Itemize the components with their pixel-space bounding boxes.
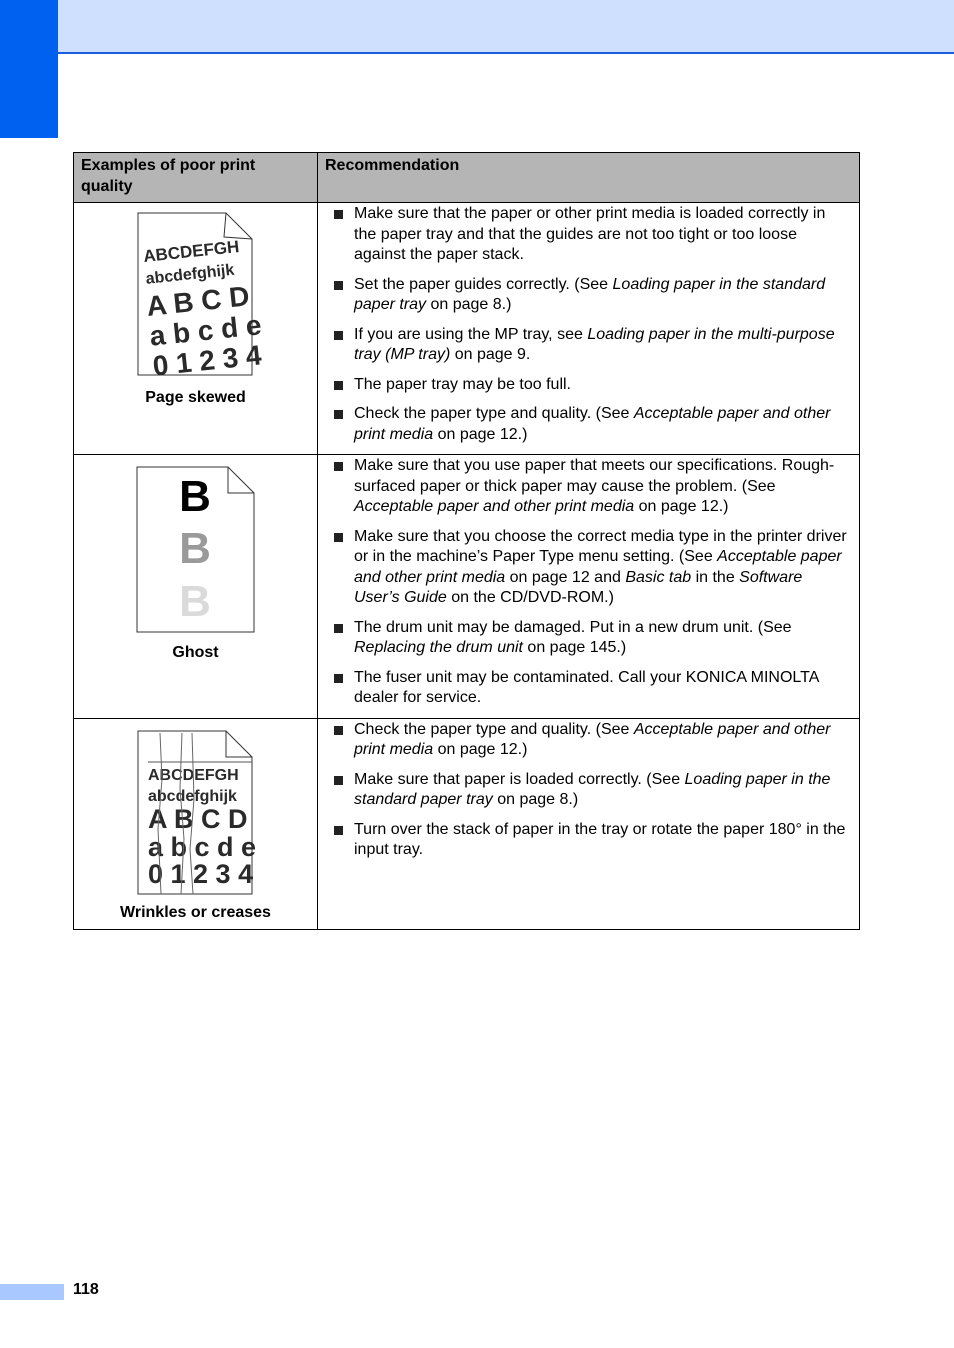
recommendation-text: Make sure that you use paper that meets our specifications. Rough-surfaced paper or thick paper may cause the problem. (See (354, 457, 835, 495)
example-caption: Page skewed (145, 389, 246, 406)
square-bullet-icon (334, 462, 343, 471)
sample-line: 0 1 2 3 4 (151, 339, 263, 382)
page-number-bar (0, 1284, 64, 1300)
wrinkled-page-illustration (74, 719, 318, 899)
recommendation-text: in the (691, 568, 740, 586)
recommendation-item (332, 204, 851, 266)
recommendation-text: Check the paper type and quality. (See (354, 405, 634, 422)
ghost-page-illustration (74, 455, 318, 635)
recommendation-item (332, 404, 851, 445)
recommendation-text: If you are using the MP tray, see (354, 325, 588, 343)
recommendation-item (332, 720, 851, 761)
recommendation-text: on page 8.) (492, 791, 579, 808)
recommendation-item (332, 820, 851, 861)
example-caption: Wrinkles or creases (120, 903, 271, 921)
header-band (0, 0, 954, 54)
recommendation-item (332, 770, 851, 811)
recommendation-text: Turn over the stack of paper in the tray or rotate the paper 180° in the input tray. (354, 820, 846, 858)
cross-reference-text: Loading paper in the standard paper tray (354, 770, 831, 808)
sample-line: B (179, 472, 211, 521)
recommendation-text: on page 145.) (522, 639, 627, 656)
recommendation-item (332, 668, 851, 709)
recommendation-cell (318, 718, 860, 929)
sample-line: 0 1 2 3 4 (148, 858, 254, 889)
recommendation-list (332, 456, 851, 709)
example-cell (74, 455, 318, 719)
recommendation-cell (318, 455, 860, 719)
square-bullet-icon (334, 533, 343, 542)
recommendation-list (332, 204, 851, 445)
cross-reference-text: Basic tab (625, 568, 692, 586)
recommendation-text: Check the paper type and quality. (See (354, 720, 634, 738)
recommendation-item (332, 325, 851, 366)
recommendation-text: Set the paper guides correctly. (See (354, 275, 613, 293)
sample-line: B (179, 577, 211, 626)
square-bullet-icon (334, 776, 343, 785)
recommendation-text: The paper tray may be too full. (354, 375, 571, 393)
recommendation-cell (318, 203, 860, 455)
cross-reference-text: Acceptable paper and other print media (354, 405, 831, 443)
table-row (74, 455, 860, 719)
square-bullet-icon (334, 624, 343, 633)
chapter-tab (0, 0, 58, 138)
recommendation-item (332, 527, 851, 609)
example-cell (74, 718, 318, 929)
sample-line: ABCDEFGH (142, 237, 241, 267)
recommendation-text: on page 12.) (433, 425, 528, 443)
recommendation-text: on page 8.) (426, 296, 512, 313)
square-bullet-icon (334, 674, 343, 683)
recommendation-text: on the CD/DVD-ROM.) (446, 589, 614, 606)
recommendation-text: on page 12.) (634, 498, 729, 515)
sample-line: abcdefghijk (144, 261, 236, 288)
cross-reference-text: Replacing the drum unit (354, 639, 523, 656)
sample-line: ABCDEFGH (148, 766, 239, 784)
recommendation-list (332, 720, 851, 861)
recommendation-text: The drum unit may be damaged. Put in a new drum unit. (See (354, 618, 792, 636)
recommendation-text: The fuser unit may be contaminated. Call your KONICA MINOLTA dealer for service. (354, 668, 819, 706)
table-row (74, 718, 860, 929)
square-bullet-icon (334, 826, 343, 835)
skewed-page-illustration (74, 203, 318, 383)
cross-reference-text: Acceptable paper and other print media (354, 498, 635, 515)
sample-line: abcdefghijk (148, 787, 237, 805)
column-header-recommendation: Recommendation (318, 153, 860, 203)
cross-reference-text: Loading paper in the multi-purpose tray (MP tray) (354, 325, 835, 363)
cross-reference-text: Loading paper in the standard paper tray (354, 275, 826, 313)
square-bullet-icon (334, 726, 343, 735)
recommendation-text: Make sure that the paper or other print media is loaded correctly in the paper tray and that the guides are not too tight or too loose against the paper stack. (354, 205, 826, 263)
cross-reference-text: Software User’s Guide (354, 568, 803, 606)
page-number: 118 (73, 1281, 99, 1298)
square-bullet-icon (334, 281, 343, 290)
sample-line: a b c d e (148, 831, 257, 862)
sample-line: a b c d e (148, 309, 263, 352)
example-cell (74, 203, 318, 455)
recommendation-text: on page 12 and (505, 568, 626, 586)
recommendation-item (332, 375, 851, 396)
recommendation-text: on page 12.) (433, 741, 528, 758)
cross-reference-text: Acceptable paper and other print media (354, 720, 831, 758)
sample-line: A B C D (145, 280, 251, 322)
recommendation-item (332, 275, 851, 316)
square-bullet-icon (334, 381, 343, 390)
table-row (74, 203, 860, 455)
recommendation-item (332, 618, 851, 659)
square-bullet-icon (334, 410, 343, 419)
cross-reference-text: Acceptable paper and other print media (354, 548, 842, 586)
sample-line: A B C D (148, 803, 248, 834)
troubleshooting-table (73, 152, 860, 930)
example-caption: Ghost (172, 644, 219, 661)
column-header-examples: Examples of poor print quality (74, 153, 318, 203)
recommendation-text: on page 9. (450, 346, 531, 363)
recommendation-text: Make sure that paper is loaded correctly. (See (354, 770, 685, 788)
recommendation-item (332, 456, 851, 518)
square-bullet-icon (334, 331, 343, 340)
square-bullet-icon (334, 210, 343, 219)
sample-line: B (179, 524, 211, 573)
recommendation-text: Make sure that you choose the correct media type in the printer driver or in the machine’s Paper Type menu setting. (See (354, 527, 847, 565)
